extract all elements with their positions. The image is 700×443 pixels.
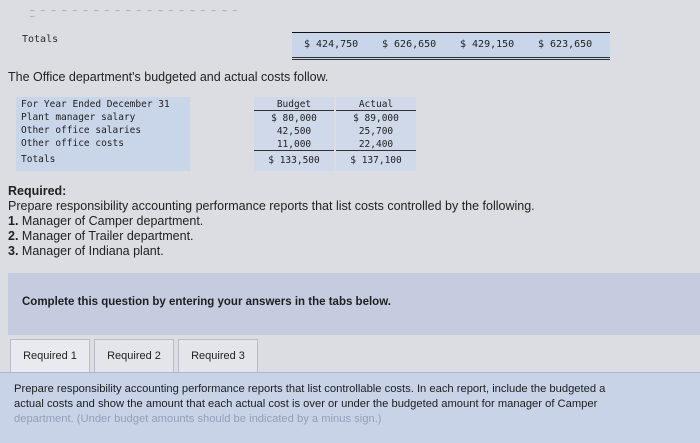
row-label: Other office salaries xyxy=(21,125,142,136)
required-item-number: 1. xyxy=(8,214,19,228)
totals-value: $ 626,650 xyxy=(382,39,437,50)
budget-header: Budget xyxy=(254,99,334,111)
tab-required-1[interactable]: Required 1 xyxy=(10,339,90,372)
totals-value: $ 429,150 xyxy=(460,39,515,50)
actual-value: $ 89,000 xyxy=(353,113,399,124)
instructions-text: Complete this question by entering your answers in the tabs below. xyxy=(22,296,391,308)
required-item-label: Manager of Camper department. xyxy=(21,214,204,228)
actual-column xyxy=(336,97,416,171)
prompt-panel xyxy=(0,372,700,443)
required-item xyxy=(8,229,535,244)
actual-value: 25,700 xyxy=(358,126,394,137)
required-item-label: Manager of Trailer department. xyxy=(21,229,194,243)
tab-required-2[interactable]: Required 2 xyxy=(94,339,174,372)
budget-total: $ 133,500 xyxy=(268,155,320,166)
required-item-number: 2. xyxy=(8,229,19,243)
prompt-line: department. (Under budget amounts should be indicated by a minus sign.) xyxy=(14,413,382,425)
intro-text: The Office department's budgeted and actual costs follow. xyxy=(8,70,329,84)
required-section xyxy=(8,184,535,259)
required-item-label: Manager of Indiana plant. xyxy=(21,244,164,258)
totals-value: $ 424,750 xyxy=(304,39,359,50)
actual-total: $ 137,100 xyxy=(350,155,402,166)
budget-column xyxy=(254,97,334,171)
cropped-table-top: – – – – – – – – – – – – – – – – – – – – – xyxy=(30,6,240,21)
budget-value: $ 80,000 xyxy=(271,113,317,124)
row-labels xyxy=(16,97,190,171)
totals-row xyxy=(0,30,700,58)
prompt-line: actual costs and show the amount that each actual cost is over or under the budgeted amount for manager of Camper xyxy=(14,398,598,410)
budget-value: 11,000 xyxy=(254,139,334,151)
required-item xyxy=(8,244,535,259)
row-header: For Year Ended December 31 xyxy=(21,99,170,110)
instructions-panel xyxy=(8,273,700,335)
required-item xyxy=(8,214,535,229)
prompt-line: Prepare responsibility accounting performance reports that list controllable costs. In each report, include the budgeted a xyxy=(14,383,606,395)
budget-table xyxy=(16,97,416,171)
tab-required-3[interactable]: Required 3 xyxy=(178,339,258,372)
required-title: Required: xyxy=(8,184,67,198)
actual-header: Actual xyxy=(336,99,416,111)
required-item-number: 3. xyxy=(8,244,19,258)
totals-value: $ 623,650 xyxy=(538,39,593,50)
row-label: Other office costs xyxy=(21,138,124,149)
totals-values xyxy=(292,32,610,60)
row-label: Totals xyxy=(21,154,56,165)
budget-value: 42,500 xyxy=(276,126,312,137)
actual-value: 22,400 xyxy=(336,139,416,151)
required-text: Prepare responsibility accounting performance reports that list costs controlled by the following. xyxy=(8,199,535,213)
totals-label: Totals xyxy=(22,34,59,45)
row-label: Plant manager salary xyxy=(21,112,136,123)
